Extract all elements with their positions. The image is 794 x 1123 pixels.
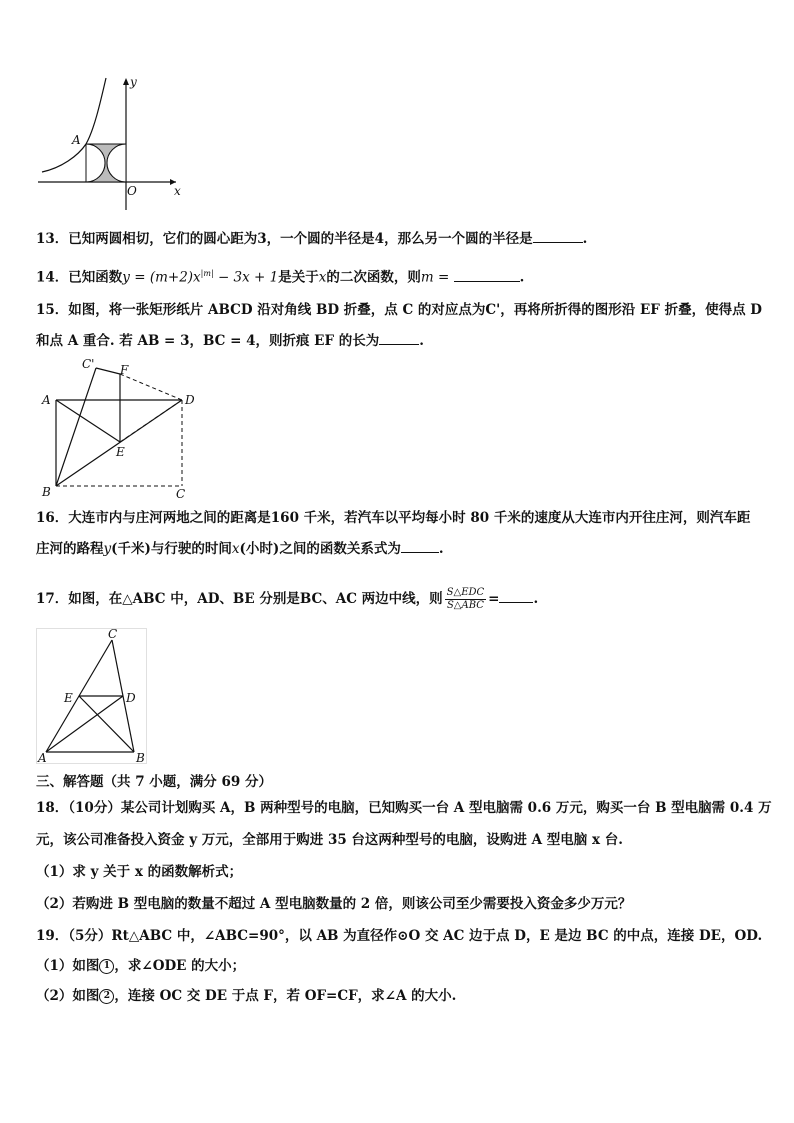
q14-post: 的二次函数，则 xyxy=(326,269,421,286)
q17-numerator: S△EDC xyxy=(446,587,485,598)
q16-end: . xyxy=(438,541,444,557)
q15-blank[interactable] xyxy=(379,330,419,345)
figure-q12 xyxy=(36,74,196,214)
figure-q17 xyxy=(36,628,148,766)
q18-line1: 18．（10分）某公司计划购买 A，B 两种型号的电脑，已知购买一台 A 型电脑需 0.6 万元，购买一台 B 型电脑需 0.4 万 xyxy=(36,800,772,816)
label-c: C xyxy=(176,487,186,501)
q14-pre: 14．已知函数 xyxy=(36,269,123,286)
q16-line2a: 庄河的路程 xyxy=(36,541,104,557)
question-16-line2 xyxy=(36,538,766,559)
question-18-line1 xyxy=(36,798,772,818)
q17-end: . xyxy=(533,591,539,607)
q19-line1: 19．（5分）Rt△ABC 中，∠ABC=90°，以 AB 为直径作⊙O 交 AC 边于点 D，E 是边 BC 的中点，连接 DE，OD. xyxy=(36,928,763,944)
q19-part1-a: （1）如图 xyxy=(36,958,100,974)
q14-formula-tail: − 3x + 1 xyxy=(213,269,279,286)
label-x: x xyxy=(174,184,181,198)
q17-blank[interactable] xyxy=(499,588,533,603)
q16-x: x xyxy=(231,541,240,557)
section-3-title: 三、解答题（共 7 小题，满分 69 分） xyxy=(36,774,272,790)
question-15-line1 xyxy=(36,300,766,320)
q14-m: m xyxy=(420,269,434,286)
q13-end: . xyxy=(582,231,588,247)
q14-var: x xyxy=(318,269,327,286)
question-19-part1 xyxy=(36,956,766,976)
question-16-line1 xyxy=(36,508,766,528)
label-e: E xyxy=(64,691,73,705)
q14-mid: 是关于 xyxy=(278,269,319,286)
q15-line2: 和点 A 重合. 若 AB = 3，BC = 4，则折痕 EF 的长为 xyxy=(36,333,380,349)
label-c: C xyxy=(108,628,118,641)
question-13 xyxy=(36,228,766,249)
question-19-part2 xyxy=(36,986,766,1006)
label-e: E xyxy=(116,445,125,459)
label-c-prime: C' xyxy=(82,357,95,371)
q13-blank[interactable] xyxy=(533,228,583,243)
segment-ae xyxy=(56,400,120,442)
question-18-part2 xyxy=(36,894,766,914)
q17-fraction xyxy=(445,587,487,612)
figure-1-marker: 1 xyxy=(99,959,114,974)
q19-part1-b: ，求∠ODE 的大小； xyxy=(114,958,246,974)
q18-line2: 元，该公司准备投入资金 y 万元，全部用于购进 35 台这两种型号的电脑，设购进 A 型电脑 x 台. xyxy=(36,832,623,848)
q18-part2: （2）若购进 B 型电脑的数量不超过 A 型电脑数量的 2 倍，则该公司至少需要投入资金多少万元？ xyxy=(36,896,632,912)
figure-2-marker: 2 xyxy=(99,989,114,1004)
q15-end: . xyxy=(419,333,424,349)
label-y: y xyxy=(130,75,137,89)
q14-exponent: |m| xyxy=(200,269,214,278)
q16-y: y xyxy=(103,541,112,557)
q17-eq: = xyxy=(488,591,500,607)
label-a: A xyxy=(42,393,51,407)
y-axis-arrow xyxy=(123,78,129,85)
q14-formula: y = (m+2)x xyxy=(122,269,201,286)
q14-end: . xyxy=(519,269,525,286)
label-a: A xyxy=(72,133,81,147)
label-d: D xyxy=(185,393,195,407)
segment-bc-prime xyxy=(56,368,96,486)
segment-f-d-dashed xyxy=(120,374,182,400)
question-17 xyxy=(36,586,766,612)
segment-ad xyxy=(46,696,123,752)
q16-line2b: (千米)与行驶的时间 xyxy=(111,541,232,557)
question-15-line2 xyxy=(36,330,766,351)
q16-line1: 16．大连市内与庄河两地之间的距离是160 千米，若汽车以平均每小时 80 千米的速度从大连市内开往庄河，则汽车距 xyxy=(36,510,751,526)
q17-denominator: S△ABC xyxy=(446,600,484,611)
q16-blank[interactable] xyxy=(401,538,439,553)
segment-c-prime-f xyxy=(96,368,120,374)
q17-text: 17．如图，在△ABC 中，AD、BE 分别是BC、AC 两边中线，则 xyxy=(36,591,443,607)
section-3-heading xyxy=(36,772,766,792)
question-14 xyxy=(36,264,766,288)
label-d: D xyxy=(126,691,136,705)
label-f: F xyxy=(120,363,129,377)
q18-part1: （1）求 y 关于 x 的函数解析式； xyxy=(36,864,243,880)
label-b: B xyxy=(136,751,145,765)
q13-text: 13．已知两圆相切，它们的圆心距为3，一个圆的半径是4，那么另一个圆的半径是 xyxy=(36,231,533,247)
q19-part2-b: ，连接 OC 交 DE 于点 F，若 OF=CF，求∠A 的大小. xyxy=(114,988,457,1004)
question-18-part1 xyxy=(36,862,766,882)
q16-line2c: (小时)之间的函数关系式为 xyxy=(239,541,401,557)
q14-blank[interactable] xyxy=(454,267,520,282)
q19-part2-a: （2）如图 xyxy=(36,988,100,1004)
q15-line1: 15．如图，将一张矩形纸片 ABCD 沿对角线 BD 折叠，点 C 的对应点为C'，再将所折得的图形沿 EF 折叠，使得点 D xyxy=(36,302,762,318)
question-19-line1 xyxy=(36,926,766,946)
question-18-line2 xyxy=(36,830,766,850)
label-a: A xyxy=(38,751,47,765)
label-o: O xyxy=(127,184,137,198)
figure-q15 xyxy=(36,356,206,502)
q14-eq: = xyxy=(433,269,454,286)
label-b: B xyxy=(42,485,51,499)
